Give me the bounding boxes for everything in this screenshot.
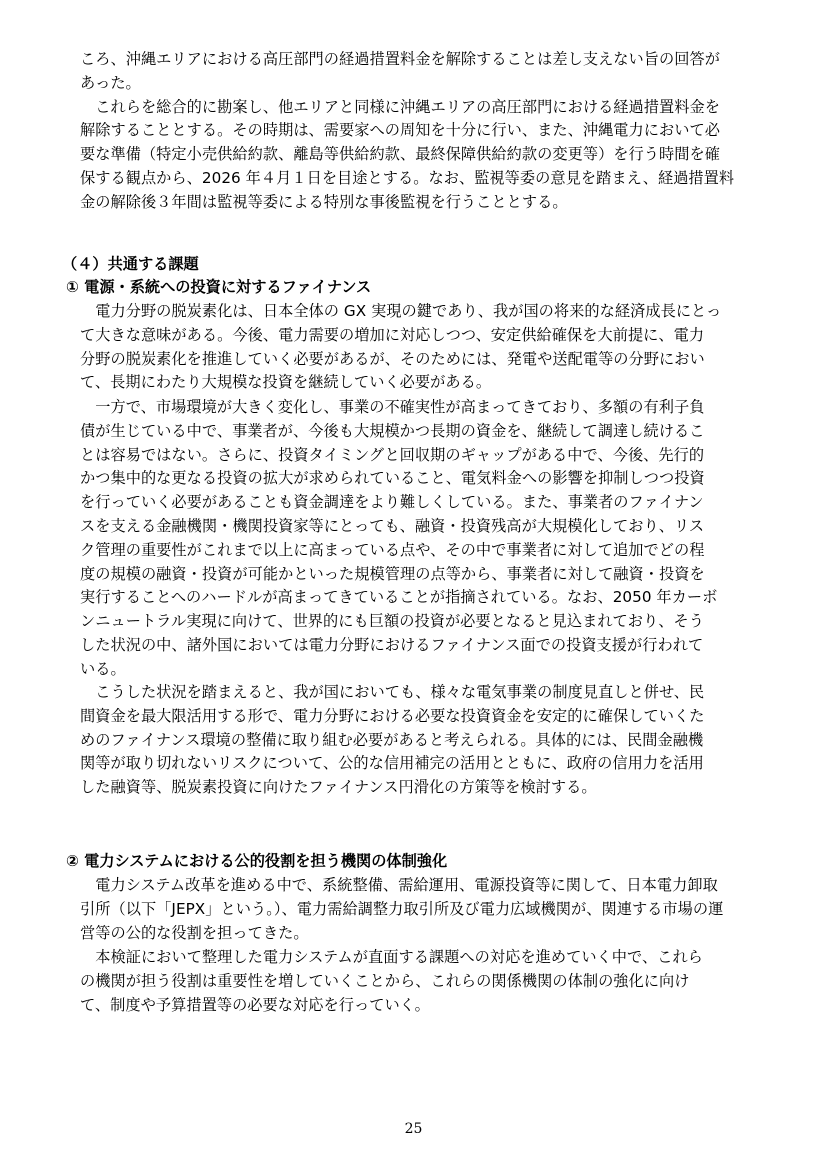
text-line: いる。 (80, 659, 126, 678)
text-line: て、制度や予算措置等の必要な対応を行っていく。 (80, 995, 430, 1014)
text-line: これらを総合的に勘案し、他エリアと同様に沖縄エリアの高圧部門における経過措置料金を (80, 97, 720, 116)
text-line: 電力分野の脱炭素化は、日本全体の GX 実現の鍵であり、我が国の将来的な経済成長にとっ (80, 302, 722, 320)
finance-paragraph-1 (80, 300, 780, 395)
text-line: あった。 (80, 73, 141, 92)
text-line: 解除することとする。その時期は、需要家への周知を十分に行い、また、沖縄電力において必 (80, 121, 720, 140)
text-line: ンニュートラル実現に向けて、世界的にも巨額の投資が必要となると見込まれており、そう (80, 612, 704, 631)
text-line: した状況の中、諸外国においては電力分野におけるファイナンス面での投資支援が行われて (80, 635, 704, 654)
finance-paragraph-2 (80, 396, 780, 682)
text-line: スを支える金融機関・機関投資家等にとっても、融資・投資残高が大規模化しており、リス (80, 516, 705, 535)
institutions-paragraph-2 (80, 946, 780, 1017)
subsection-heading-finance: ① 電源・系統への投資に対するファイナンス (66, 278, 372, 296)
text-line: 要な準備（特定小売供給約款、離島等供給約款、最終保障供給約款の変更等）を行う時間を確 (80, 145, 720, 164)
text-line: 引所（以下「JEPX」という。）、電力需給調整力取引所及び電力広域機関が、関連する市場の運 (80, 899, 724, 918)
intro-paragraph (80, 48, 780, 215)
text-line: めのファイナンス環境の整備に取り組む必要があると考えられる。具体的には、民間金融機 (80, 730, 704, 749)
page-number: 25 (404, 1121, 423, 1137)
text-line: ク管理の重要性がこれまで以上に高まっている点や、その中で事業者に対して追加でどの程 (80, 540, 705, 559)
text-line: かつ集中的な更なる投資の拡大が求められていること、電気料金への影響を抑制しつつ投資 (80, 469, 705, 488)
text-line: て、長期にわたり大規模な投資を継続していく必要がある。 (80, 373, 492, 392)
text-line: 一方で、市場環境が大きく変化し、事業の不確実性が高まってきており、多額の有利子負 (80, 398, 705, 416)
text-line: 金の解除後３年間は監視等委による特別な事後監視を行うこととする。 (80, 192, 568, 211)
text-line: 分野の脱炭素化を推進していく必要があるが、そのためには、発電や送配電等の分野におい (80, 349, 705, 368)
text-line: 営等の公的な役割を担ってきた。 (80, 923, 309, 942)
text-line: 電力システム改革を進める中で、系統整備、需給運用、電源投資等に関して、日本電力卸取 (80, 876, 718, 894)
text-line: 実行することへのハードルが高まってきていることが指摘されている。なお、2050 年カーボ (80, 588, 718, 607)
subsection-heading-institutions: ② 電力システムにおける公的役割を担う機関の体制強化 (66, 852, 448, 870)
text-line: の機関が担う役割は重要性を増していくことから、これらの関係機関の体制の強化に向け (80, 971, 690, 990)
text-line: を行っていく必要があることも資金調達をより難しくしている。また、事業者のファイナン (80, 493, 704, 512)
text-line: て大きな意味がある。今後、電力需要の増加に対応しつつ、安定供給確保を大前提に、電力 (80, 325, 705, 344)
text-line: 間資金を最大限活用する形で、電力分野における必要な投資資金を安定的に確保していくた (80, 706, 705, 725)
institutions-paragraph-1 (80, 874, 780, 945)
text-line: した融資等、脱炭素投資に向けたファイナンス円滑化の方策等を検討する。 (80, 778, 597, 797)
text-line: こうした状況を踏まえると、我が国においても、様々な電気事業の制度見直しと併せ、民 (80, 683, 705, 701)
text-line: ころ、沖縄エリアにおける高圧部門の経過措置料金を解除することは差し支えない旨の回答が (80, 50, 720, 68)
text-line: とは容易ではない。さらに、投資タイミングと回収期のギャップがある中で、今後、先行的 (80, 445, 705, 464)
text-line: 関等が取り切れないリスクについて、公的な信用補完の活用とともに、政府の信用力を活用 (80, 754, 704, 773)
finance-paragraph-3 (80, 681, 780, 800)
text-line: 本検証において整理した電力システムが直面する課題への対応を進めていく中で、これら (80, 948, 703, 966)
section-heading: （４）共通する課題 (62, 255, 199, 273)
text-line: 保する観点から、2026 年４月１日を目途とする。なお、監視等委の意見を踏まえ、経過措置料 (80, 168, 735, 187)
text-line: 度の規模の融資・投資が可能かといった規模管理の点等から、事業者に対して融資・投資を (80, 564, 705, 583)
text-line: 債が生じている中で、事業者が、今後も大規模かつ長期の資金を、継続して調達し続けるこ (80, 421, 705, 440)
